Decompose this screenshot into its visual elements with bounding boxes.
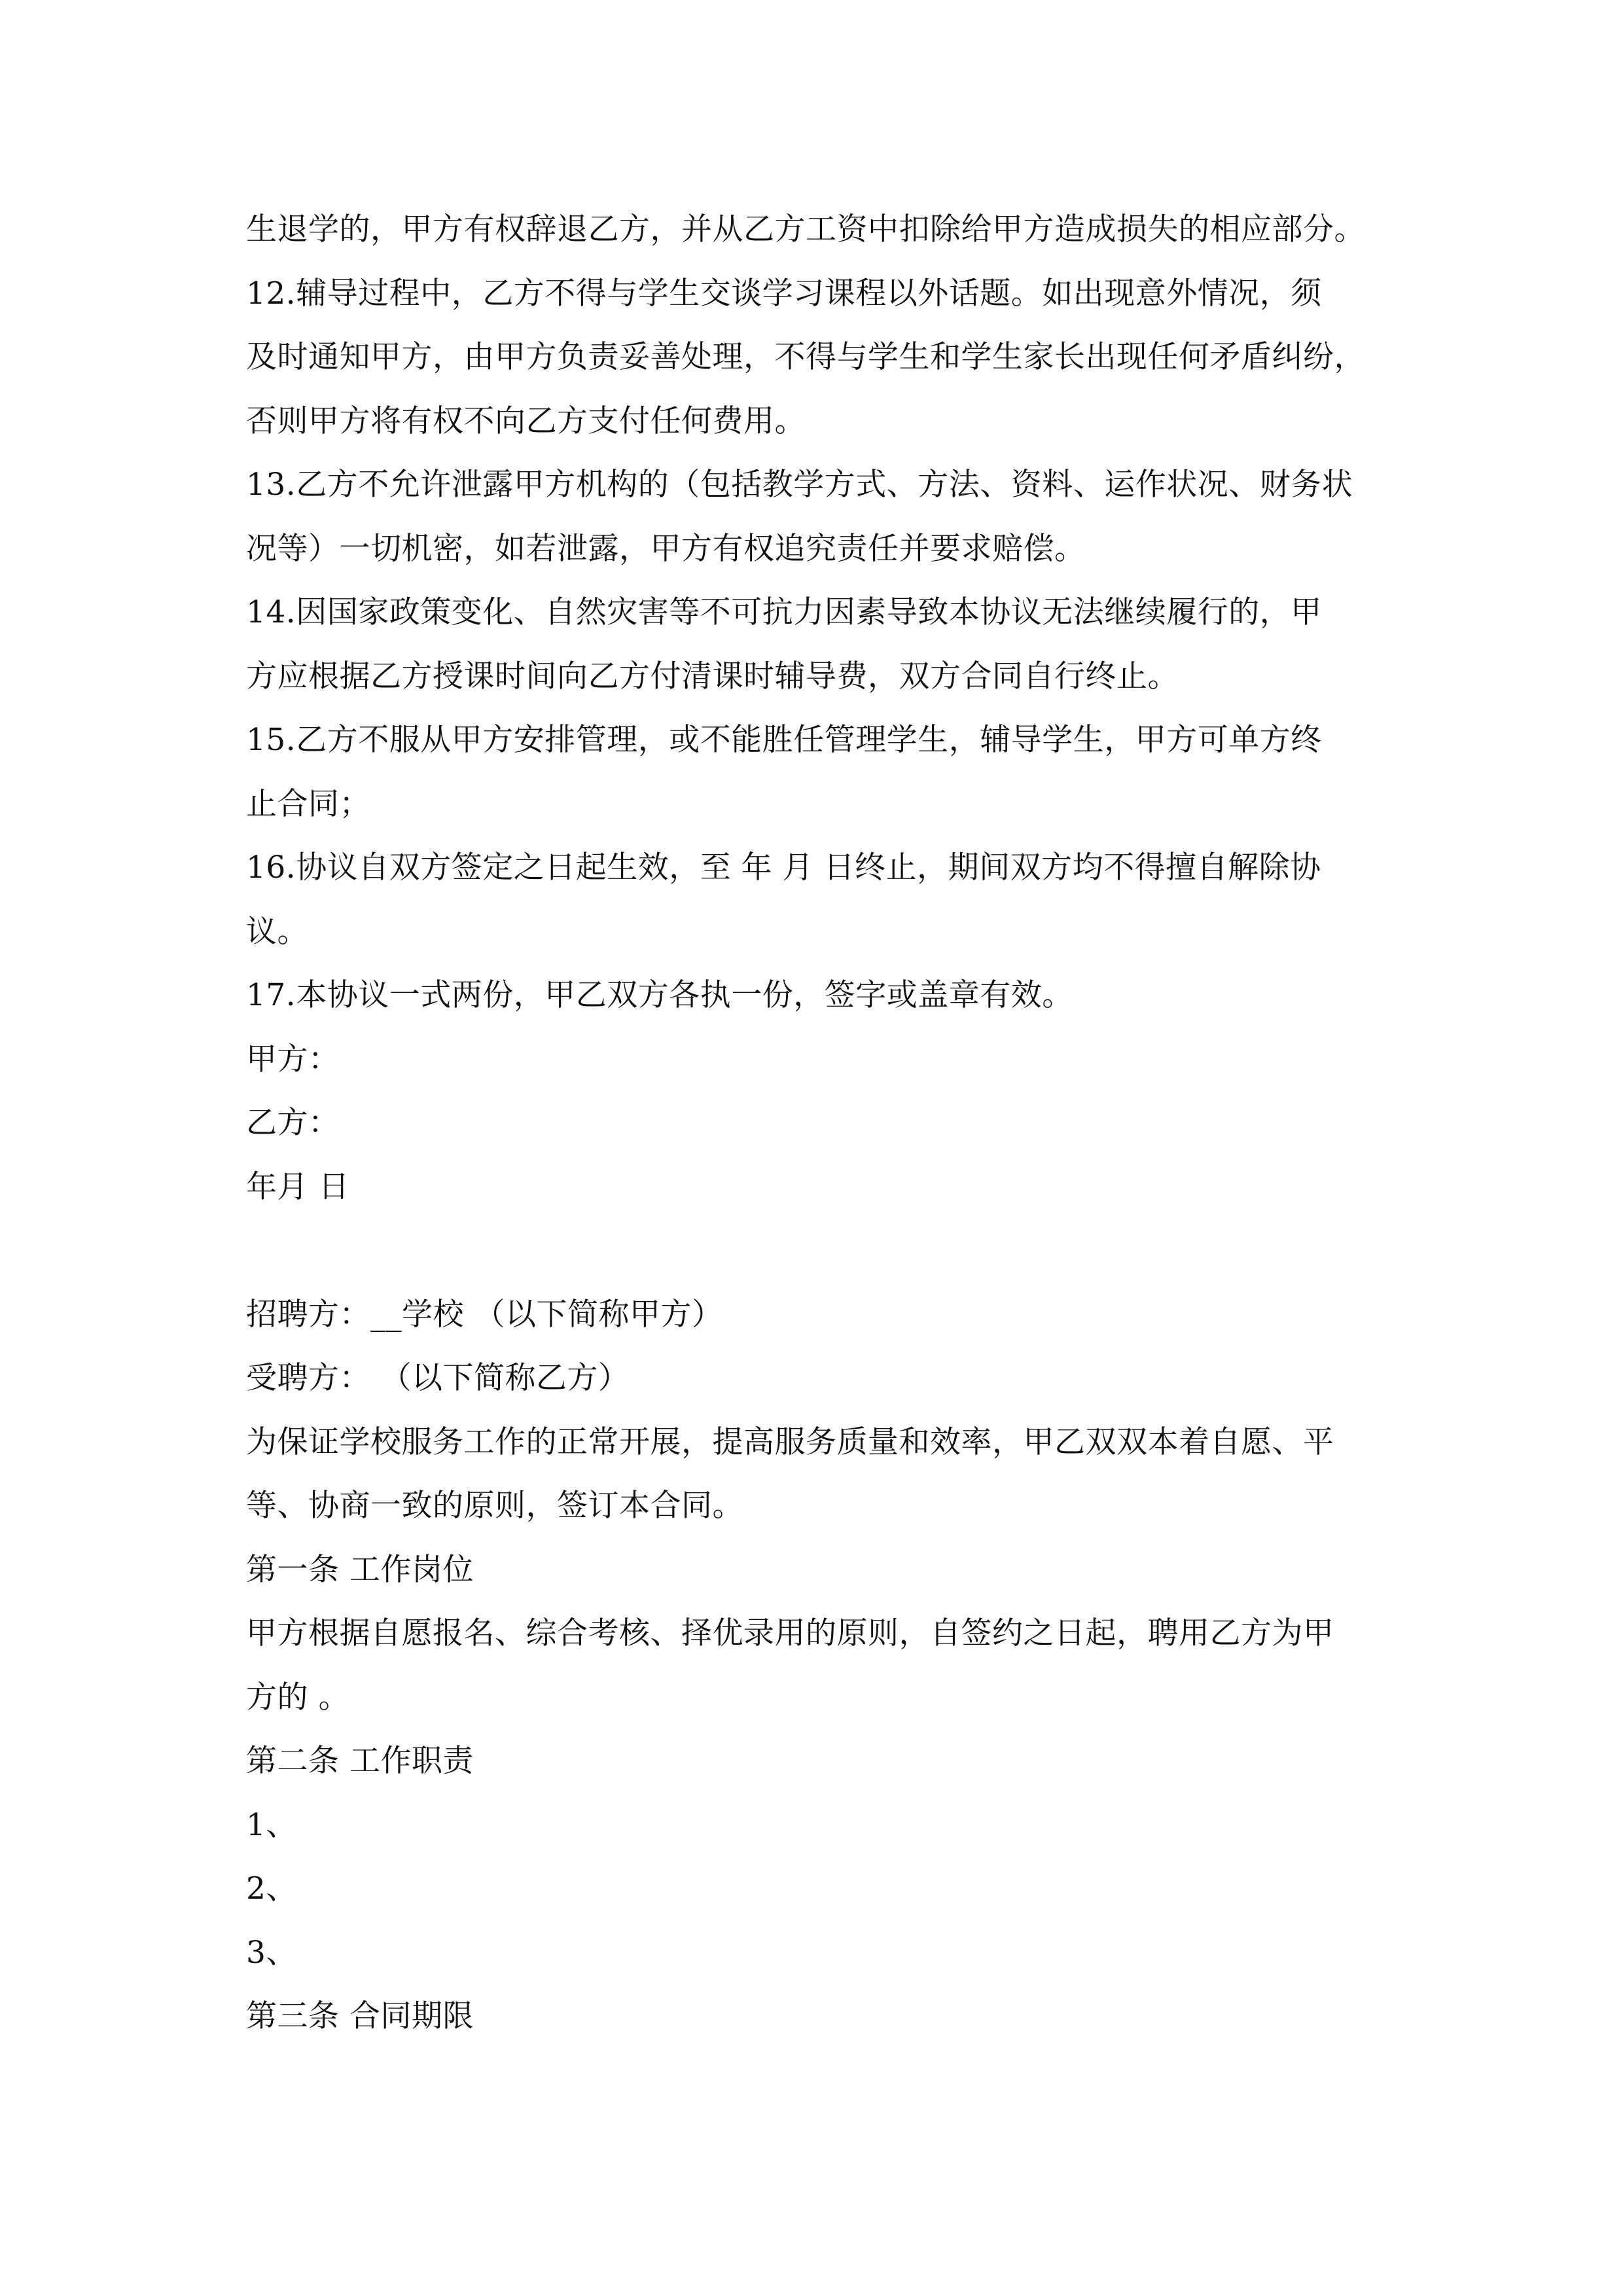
text-line: 止合同； [246,785,370,822]
text-line: 况等）一切机密，如若泄露，甲方有权追究责任并要求赔偿。 [246,530,1086,567]
article-1-text: 方的 。 [246,1679,349,1715]
party-b-signature-line: 乙方： [246,1105,340,1141]
duty-item-3: 3、 [246,1934,297,1971]
article-2-heading: 第二条 工作职责 [246,1743,474,1779]
clause-13: 13.乙方不允许泄露甲方机构的（包括教学方式、方法、资料、运作状况、财务状 [246,467,1353,503]
section-spacer [246,1219,1393,1283]
clause-16: 16.协议自双方签定之日起生效，至 年 月 日终止，期间双方均不得擅自解除协 [246,850,1321,886]
text-line: 否则甲方将有权不向乙方支付任何费用。 [246,403,806,439]
date-line: 年月 日 [246,1168,349,1205]
clause-17: 17.本协议一式两份，甲乙双方各执一份，签字或盖章有效。 [246,977,1073,1013]
article-3-heading: 第三条 合同期限 [246,1998,474,2034]
clause-14: 14.因国家政策变化、自然灾害等不可抗力因素导致本协议无法继续履行的，甲 [246,594,1322,630]
employee-line: 受聘方： （以下简称乙方） [246,1360,630,1396]
preamble-line: 等、协商一致的原则，签订本合同。 [246,1488,743,1524]
duty-item-1: 1、 [246,1806,297,1843]
text-line: 方应根据乙方授课时间向乙方付清课时辅导费，双方合同自行终止。 [246,658,1179,694]
preamble-line: 为保证学校服务工作的正常开展，提高服务质量和效率，甲乙双双本着自愿、平 [246,1424,1334,1460]
article-1-heading: 第一条 工作岗位 [246,1551,474,1588]
text-line: 议。 [246,913,308,950]
text-line: 生退学的，甲方有权辞退乙方，并从乙方工资中扣除给甲方造成损失的相应部分。 [246,211,1365,247]
employer-line: 招聘方：__学校 （以下简称甲方） [246,1296,723,1333]
document-body [246,198,1393,2049]
article-1-text: 甲方根据自愿报名、综合考核、择优录用的原则，自签约之日起，聘用乙方为甲 [246,1615,1334,1651]
clause-12: 12.辅导过程中，乙方不得与学生交谈学习课程以外话题。如出现意外情况，须 [246,275,1322,312]
duty-item-2: 2、 [246,1871,297,1907]
party-a-signature-line: 甲方： [246,1041,340,1077]
text-line: 及时通知甲方，由甲方负责妥善处理，不得与学生和学生家长出现任何矛盾纠纷， [246,339,1365,375]
clause-15: 15.乙方不服从甲方安排管理，或不能胜任管理学生，辅导学生，甲方可单方终 [246,722,1322,758]
